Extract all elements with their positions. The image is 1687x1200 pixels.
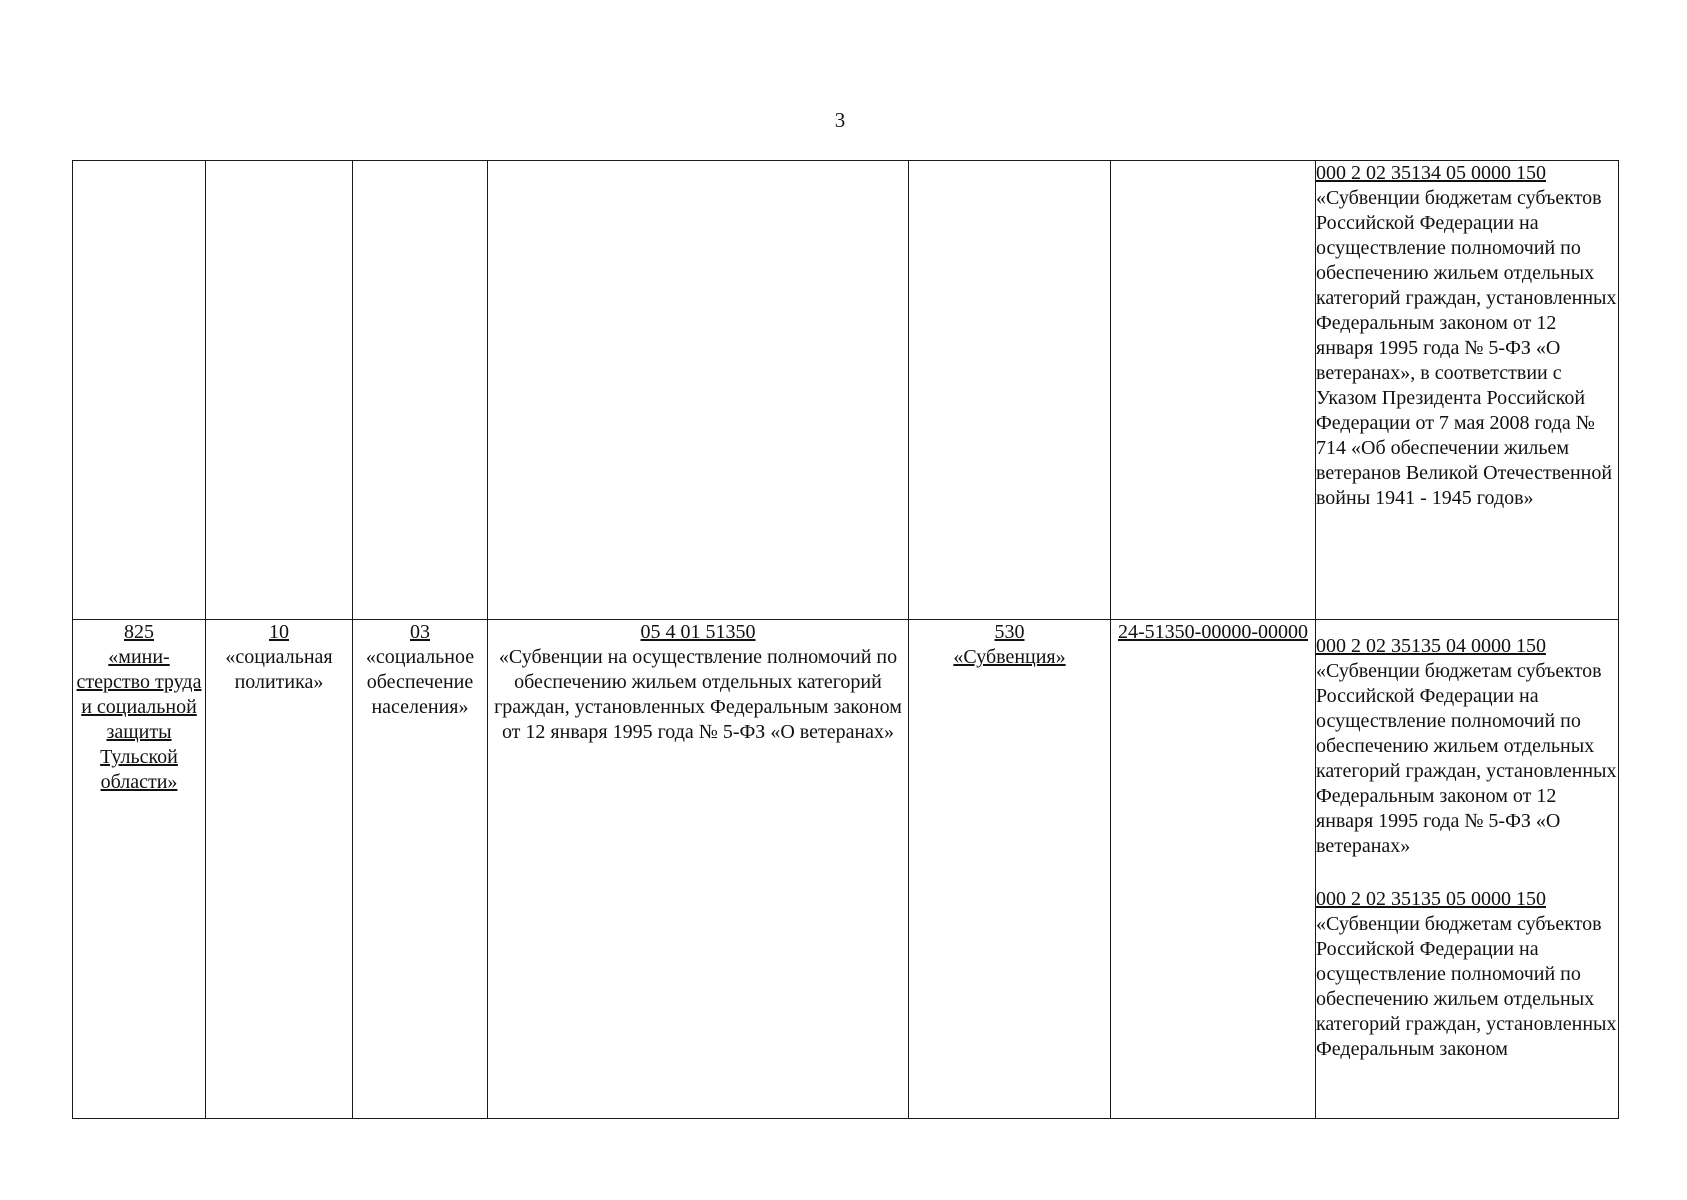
administrator-code: 825 — [124, 621, 154, 643]
kbk-cell — [1316, 620, 1619, 1119]
kbk-description: «Субвенции бюджетам субъектов Российской Федерации на осуществление полномочий по обеспечению жильем отдельных категорий граждан, установленных Федеральным законом от 12 января 1995 года № 5-ФЗ «О ветеранах», в соответствии с Указом Президента Российской Федерации от 7 мая 2008 года № 714 «Об обеспечении жильем ветеранов Великой Отечественной войны 1941 - 1945 годов» — [1316, 187, 1617, 509]
target-article-code: 05 4 01 51350 — [640, 621, 756, 643]
subsection-cell — [353, 620, 488, 1119]
empty-cell — [488, 161, 909, 620]
kbk-code: 000 2 02 35135 04 0000 150 — [1316, 635, 1546, 657]
empty-cell — [1111, 161, 1316, 620]
purpose-code-cell — [1111, 620, 1316, 1119]
expense-type-code: 530 — [994, 621, 1025, 643]
kbk-code: 000 2 02 35134 05 0000 150 — [1316, 162, 1546, 184]
section-name: «социальная политика» — [225, 646, 333, 693]
target-article-cell — [488, 620, 909, 1119]
empty-cell — [909, 161, 1111, 620]
kbk-cell — [1316, 161, 1619, 620]
table-row — [73, 620, 1619, 1119]
administrator-name: «мини-стерство труда и социальной защиты Тульской области» — [76, 646, 202, 793]
empty-cell — [353, 161, 488, 620]
target-article-name: «Субвенции на осуществление полномочий по обеспечению жильем отдельных категорий граждан, установленных Федеральным законом от 12 января 1995 года № 5-ФЗ «О ветеранах» — [494, 646, 902, 743]
expense-type-name: «Субвенция» — [953, 646, 1066, 668]
spacer — [1316, 859, 1618, 887]
administrator-cell — [73, 620, 206, 1119]
page-number: 3 — [834, 108, 846, 132]
section-cell — [206, 620, 353, 1119]
subsection-name: «социальное обеспечение населения» — [365, 646, 475, 718]
section-code: 10 — [269, 621, 289, 643]
kbk-code: 000 2 02 35135 05 0000 150 — [1316, 888, 1546, 910]
expense-type-cell — [909, 620, 1111, 1119]
table-row — [73, 161, 1619, 620]
purpose-code: 24-51350-00000-00000 — [1118, 621, 1308, 643]
empty-cell — [206, 161, 353, 620]
kbk-description: «Субвенции бюджетам субъектов Российской Федерации на осуществление полномочий по обеспечению жильем отдельных категорий граждан, установленных Федеральным законом от 12 января 1995 года № 5-ФЗ «О ветеранах» — [1316, 660, 1617, 857]
subsection-code: 03 — [410, 621, 430, 643]
empty-cell — [73, 161, 206, 620]
kbk-description: «Субвенции бюджетам субъектов Российской Федерации на осуществление полномочий по обеспечению жильем отдельных категорий граждан, установленных Федеральным законом — [1316, 913, 1617, 1060]
budget-table — [72, 160, 1619, 1119]
